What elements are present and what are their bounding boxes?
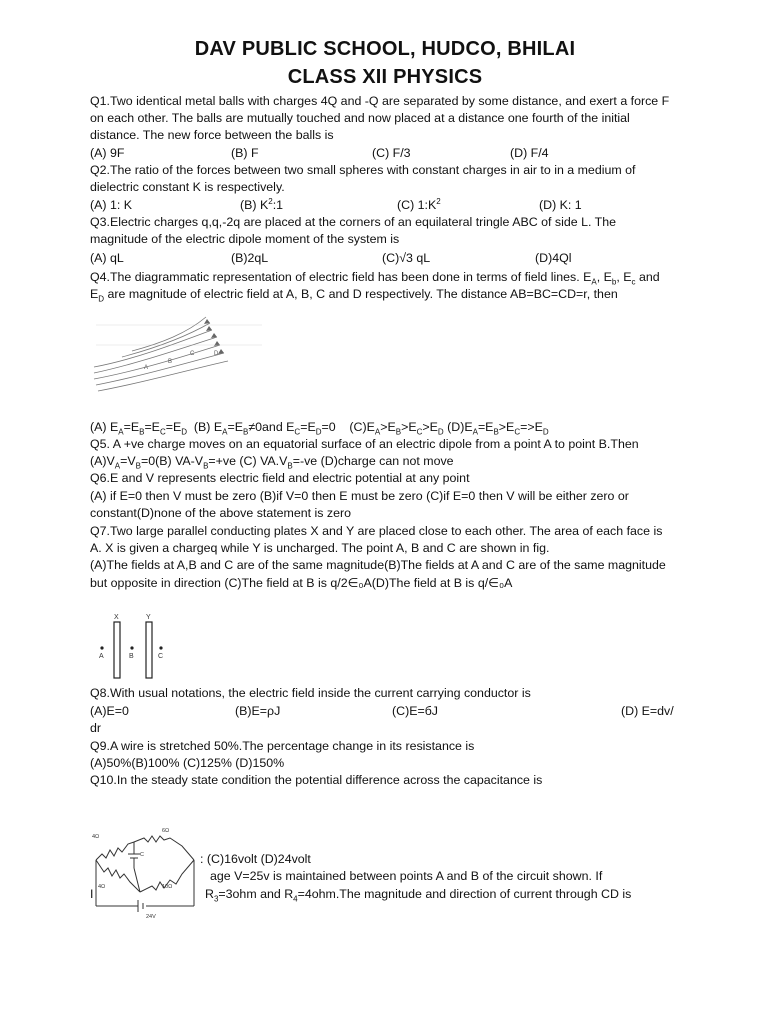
parallel-plates-figure <box>92 610 172 680</box>
q2-line-1: Q2.The ratio of the forces between two small spheres with constant charges in air to in a medium of <box>90 163 636 177</box>
resistor-label-1: 4Ω <box>92 834 100 840</box>
q11-line-1: age V=25v is maintained between points A and B of the circuit shown. If <box>210 869 603 883</box>
q8-option-a: (A)E=0 <box>90 704 129 718</box>
battery-label: 24V <box>146 914 156 920</box>
q3-option-c: (C)√3 qL <box>382 251 431 265</box>
q5-line-1: Q5. A +ve charge moves on an equatorial surface of an electric dipole from a point A to point B.Then <box>90 437 639 451</box>
field-point-a: A <box>144 365 149 371</box>
resistor-label-2: 6Ω <box>162 828 170 834</box>
resistor-label-3: 4Ω <box>98 884 106 890</box>
q2-line-2: dielectric constant K is respectively. <box>90 180 285 194</box>
q7-line-2: A. X is given a chargeq while Y is uncharged. The point A, B and C are shown in fig. <box>90 541 550 555</box>
q1-line-2: on each other. The balls are mutually touched and now placed at a distance one fourth of the initial <box>90 111 630 125</box>
q4-line-2: $E_D$ are magnitude of electric field at A, B, C and D respectively. The distance AB=BC=CD=r, then <box>90 287 618 304</box>
q5-options: $(A)V_A=V_B=0(B)$ $VA-V_B=+ve$ (C) $VA.V_B=-ve$ (D)charge can not move <box>90 454 454 471</box>
q11-left-char: I <box>90 887 94 901</box>
q8-option-b: (B)E=ρJ <box>235 704 281 718</box>
q8-line-1: Q8.With usual notations, the electric field inside the current carrying conductor is <box>90 686 531 700</box>
q8-option-d: (D) E=dv/ <box>621 704 674 718</box>
q1-option-a: (A) 9F <box>90 146 125 160</box>
point-c-label: C <box>158 653 164 660</box>
q3-option-d: (D)4Ql <box>535 251 572 265</box>
q8-option-d-cont: dr <box>90 721 102 735</box>
point-a-label: A <box>99 653 104 660</box>
point-b-label: B <box>129 653 134 660</box>
q3-option-b: (B)2qL <box>231 251 269 265</box>
q6-options-1: (A) if E=0 then V must be zero (B)if V=0 then E must be zero (C)if E=0 then V will be either zero or <box>90 489 629 503</box>
q7-line-1: Q7.Two large parallel conducting plates X and Y are placed close to each other. The area of each face is <box>90 524 663 538</box>
q3-line-1: Q3.Electric charges q,q,-2q are placed at the corners of an equilateral tringle ABC of side L. The <box>90 215 616 229</box>
q7-line-3: (A)The fields at A,B and C are of the same magnitude(B)The fields at A and C are of the same magnitude <box>90 558 666 572</box>
q11-line-2: $R_3=3ohm$ and $R_4=4ohm.The$ magnitude and direction of current through CD is <box>205 887 632 904</box>
q9-line-1: Q9.A wire is stretched 50%.The percentage change in its resistance is <box>90 739 475 753</box>
field-point-d: D <box>214 351 219 357</box>
school-title: DAV PUBLIC SCHOOL, HUDCO, BHILAI <box>194 38 576 60</box>
q6-options-2: constant(D)none of the above statement is zero <box>90 506 352 520</box>
q4-line-1: Q4.The diagrammatic representation of electric field has been done in terms of field lines. $E_A$, $E_b$, $E_c$ and <box>90 270 660 287</box>
q6-line-1: Q6.E and V represents electric field and electric potential at any point <box>90 471 470 485</box>
plate-y <box>146 622 152 678</box>
capacitor-label: C <box>140 852 144 858</box>
class-title: CLASS XII PHYSICS <box>287 66 483 88</box>
q1-option-c: (C) F/3 <box>372 146 411 160</box>
q4-options: (A) $E_A=E_B=E_C=E_D$ (B) $E_A=E_B\ne 0and$ $E_C=E_D=0$ $(C)E_A>E_B>E_C>E_D$ $(D)E_A=E_B>E_C=>E_D$ <box>90 420 549 437</box>
q2-option-b: (B) $K^2:1$ <box>240 196 284 212</box>
plate-y-label: Y <box>146 614 151 621</box>
q1-option-d: (D) F/4 <box>510 146 549 160</box>
q10-options: : (C)16volt (D)24volt <box>200 852 311 866</box>
q1-line-3: distance. The new force between the balls is <box>90 128 334 142</box>
field-point-c: C <box>190 351 195 357</box>
q2-option-c: (C) $1:K^2$ <box>397 196 441 212</box>
plate-x <box>114 622 120 678</box>
q8-option-c: (C)E=бJ <box>392 704 438 718</box>
q1-line-1: Q1.Two identical metal balls with charges 4Q and -Q are separated by some distance, and exert a force F <box>90 94 670 108</box>
q2-option-a: (A) 1: K <box>90 198 132 212</box>
q9-options: (A)50%(B)100% (C)125% (D)150% <box>90 756 285 770</box>
q7-line-4: but opposite in direction (C)The field at B is q/2∈₀A(D)The field at B is q/∈₀A <box>90 576 513 590</box>
q10-line-1: Q10.In the steady state condition the potential difference across the capacitance is <box>90 773 543 787</box>
field-point-b: B <box>168 359 173 365</box>
field-lines-figure <box>92 305 267 397</box>
q3-line-2: magnitude of the electric dipole moment of the system is <box>90 232 400 246</box>
q3-option-a: (A) qL <box>90 251 124 265</box>
resistor-label-4: 10Ω <box>162 884 173 890</box>
plate-x-label: X <box>114 614 119 621</box>
q2-option-d: (D) K: 1 <box>539 198 582 212</box>
circuit-figure <box>90 820 208 920</box>
q1-option-b: (B) F <box>231 146 259 160</box>
